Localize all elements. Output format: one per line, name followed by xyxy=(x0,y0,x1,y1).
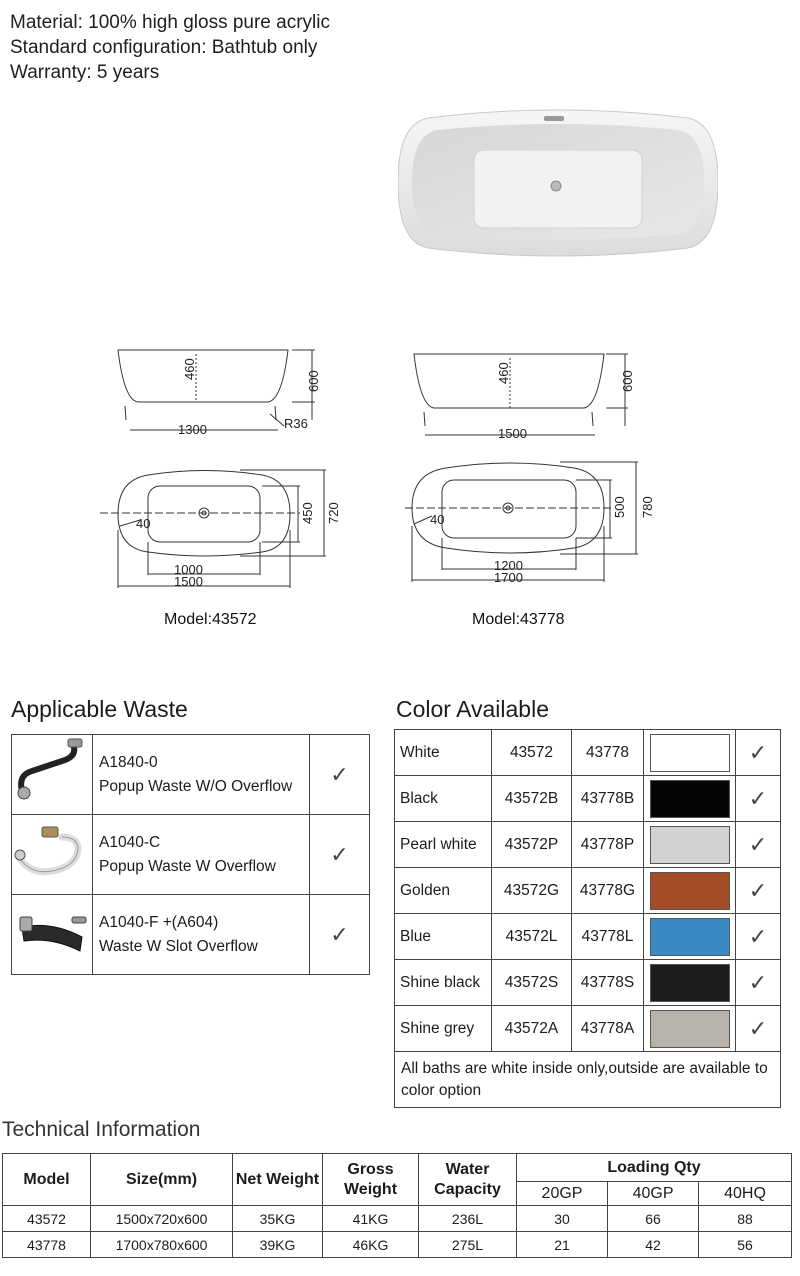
tech-cell-hq40: 88 xyxy=(699,1206,792,1232)
tech-cell-model: 43572 xyxy=(3,1206,91,1232)
waste-desc: Popup Waste W/O Overflow xyxy=(99,777,293,795)
tech-header-row xyxy=(3,1154,792,1182)
header-size: Size(mm) xyxy=(91,1154,233,1206)
color-swatch-cell xyxy=(644,776,736,822)
color-note-row xyxy=(395,1052,781,1108)
left-top-view xyxy=(100,470,326,588)
tech-cell-gross: 41KG xyxy=(323,1206,419,1232)
waste-desc: Popup Waste W Overflow xyxy=(99,857,276,875)
waste-desc: Waste W Slot Overflow xyxy=(99,937,258,955)
color-row xyxy=(395,822,781,868)
color-swatch xyxy=(650,918,730,956)
color-model-2: 43778B xyxy=(572,776,644,822)
color-model-1: 43572B xyxy=(492,776,572,822)
tech-cell-model: 43778 xyxy=(3,1232,91,1258)
tech-cell-gross: 46KG xyxy=(323,1232,419,1258)
left-side-length: 1300 xyxy=(178,422,207,437)
color-model-2: 43778A xyxy=(572,1006,644,1052)
color-name: Black xyxy=(395,776,492,822)
model-label-left: Model:43572 xyxy=(164,611,257,628)
tech-cell-gp20: 21 xyxy=(517,1232,608,1258)
tech-row xyxy=(3,1206,792,1232)
spec-material: Material: 100% high gloss pure acrylic xyxy=(10,12,330,33)
model-label-right: Model:43778 xyxy=(472,611,565,628)
color-model-1: 43572S xyxy=(492,960,572,1006)
color-check xyxy=(736,822,781,868)
bathtub-photo xyxy=(398,104,718,262)
color-swatch xyxy=(650,780,730,818)
right-side-view xyxy=(414,354,628,435)
check-icon: ✓ xyxy=(748,923,768,949)
left-corner: 40 xyxy=(136,516,151,531)
slot-overflow-waste-icon xyxy=(12,895,92,969)
color-model-2: 43778S xyxy=(572,960,644,1006)
check-icon: ✓ xyxy=(330,841,349,867)
color-note: All baths are white inside only,outside are available to color option xyxy=(395,1052,781,1108)
color-title: Color Available xyxy=(396,696,550,722)
tech-cell-gp20: 30 xyxy=(517,1206,608,1232)
color-row xyxy=(395,960,781,1006)
color-name: Pearl white xyxy=(395,822,492,868)
check-icon: ✓ xyxy=(748,831,768,857)
header-gross-weight: Gross Weight xyxy=(323,1154,419,1206)
left-top-outer-width: 720 xyxy=(326,502,341,524)
right-top-inner-length: 1200 xyxy=(494,558,523,573)
color-swatch xyxy=(650,826,730,864)
color-swatch-cell xyxy=(644,822,736,868)
color-check xyxy=(736,914,781,960)
color-row xyxy=(395,914,781,960)
color-swatch xyxy=(650,734,730,772)
check-icon: ✓ xyxy=(330,921,349,947)
tech-cell-water: 275L xyxy=(419,1232,517,1258)
waste-image-cell xyxy=(12,895,93,975)
color-check xyxy=(736,730,781,776)
waste-code: A1040-C xyxy=(99,833,161,851)
color-model-2: 43778G xyxy=(572,868,644,914)
spec-warranty: Warranty: 5 years xyxy=(10,62,160,83)
header-water-capacity: Water Capacity xyxy=(419,1154,517,1206)
check-icon: ✓ xyxy=(748,969,768,995)
color-model-1: 43572P xyxy=(492,822,572,868)
header-40gp: 40GP xyxy=(608,1182,699,1206)
header-40hq: 40HQ xyxy=(699,1182,792,1206)
waste-check xyxy=(310,735,370,815)
tech-row xyxy=(3,1232,792,1258)
check-icon: ✓ xyxy=(748,739,768,765)
color-row xyxy=(395,730,781,776)
waste-check xyxy=(310,895,370,975)
right-side-total-height: 600 xyxy=(620,370,635,392)
tech-table xyxy=(2,1153,792,1258)
color-row xyxy=(395,868,781,914)
left-radius: R36 xyxy=(284,416,308,431)
waste-image-cell xyxy=(12,815,93,895)
waste-row xyxy=(12,815,370,895)
color-table xyxy=(394,729,781,1108)
check-icon: ✓ xyxy=(748,1015,768,1041)
color-check xyxy=(736,776,781,822)
color-check xyxy=(736,960,781,1006)
right-side-length: 1500 xyxy=(498,426,527,441)
color-swatch-cell xyxy=(644,960,736,1006)
color-row xyxy=(395,776,781,822)
header-20gp: 20GP xyxy=(517,1182,608,1206)
left-top-outer-length: 1500 xyxy=(174,574,203,589)
color-name: Shine black xyxy=(395,960,492,1006)
waste-desc-cell xyxy=(93,735,310,815)
waste-row xyxy=(12,895,370,975)
waste-desc-cell xyxy=(93,815,310,895)
color-row xyxy=(395,1006,781,1052)
left-top-inner-length: 1000 xyxy=(174,562,203,577)
waste-desc-cell xyxy=(93,895,310,975)
color-swatch-cell xyxy=(644,868,736,914)
tech-cell-net: 39KG xyxy=(233,1232,323,1258)
color-model-2: 43778 xyxy=(572,730,644,776)
color-name: Blue xyxy=(395,914,492,960)
color-swatch xyxy=(650,964,730,1002)
left-side-total-height: 600 xyxy=(306,370,321,392)
left-top-inner-width: 450 xyxy=(300,502,315,524)
color-name: White xyxy=(395,730,492,776)
right-corner: 40 xyxy=(430,512,445,527)
right-side-height: 460 xyxy=(496,362,511,384)
waste-code: A1840-0 xyxy=(99,753,158,771)
spec-list xyxy=(10,10,330,85)
header-loading-qty: Loading Qty xyxy=(517,1154,792,1182)
color-swatch-cell xyxy=(644,730,736,776)
tech-cell-size: 1500x720x600 xyxy=(91,1206,233,1232)
color-swatch-cell xyxy=(644,914,736,960)
color-name: Shine grey xyxy=(395,1006,492,1052)
color-model-1: 43572A xyxy=(492,1006,572,1052)
color-model-2: 43778P xyxy=(572,822,644,868)
header-net-weight: Net Weight xyxy=(233,1154,323,1206)
tech-cell-water: 236L xyxy=(419,1206,517,1232)
tech-cell-net: 35KG xyxy=(233,1206,323,1232)
spec-configuration: Standard configuration: Bathtub only xyxy=(10,37,318,58)
right-top-outer-length: 1700 xyxy=(494,570,523,585)
waste-row xyxy=(12,735,370,815)
left-side-height: 460 xyxy=(182,358,197,380)
tech-cell-gp40: 66 xyxy=(608,1206,699,1232)
color-swatch xyxy=(650,1010,730,1048)
right-top-outer-width: 780 xyxy=(640,496,655,518)
color-model-1: 43572 xyxy=(492,730,572,776)
waste-table xyxy=(11,734,370,975)
color-model-2: 43778L xyxy=(572,914,644,960)
tech-cell-size: 1700x780x600 xyxy=(91,1232,233,1258)
tech-title: Technical Information xyxy=(2,1118,201,1141)
header-model: Model xyxy=(3,1154,91,1206)
color-swatch xyxy=(650,872,730,910)
color-name: Golden xyxy=(395,868,492,914)
popup-waste-hose-icon xyxy=(12,735,92,809)
color-swatch-cell xyxy=(644,1006,736,1052)
color-check xyxy=(736,1006,781,1052)
color-check xyxy=(736,868,781,914)
right-top-inner-width: 500 xyxy=(612,496,627,518)
overflow-waste-hose-icon xyxy=(12,815,92,889)
tech-cell-gp40: 42 xyxy=(608,1232,699,1258)
waste-image-cell xyxy=(12,735,93,815)
check-icon: ✓ xyxy=(748,877,768,903)
check-icon: ✓ xyxy=(748,785,768,811)
waste-title: Applicable Waste xyxy=(11,696,188,722)
tech-cell-hq40: 56 xyxy=(699,1232,792,1258)
waste-check xyxy=(310,815,370,895)
waste-code: A1040-F +(A604) xyxy=(99,913,219,931)
color-model-1: 43572G xyxy=(492,868,572,914)
color-model-1: 43572L xyxy=(492,914,572,960)
technical-drawings xyxy=(0,330,800,650)
check-icon: ✓ xyxy=(330,761,349,787)
